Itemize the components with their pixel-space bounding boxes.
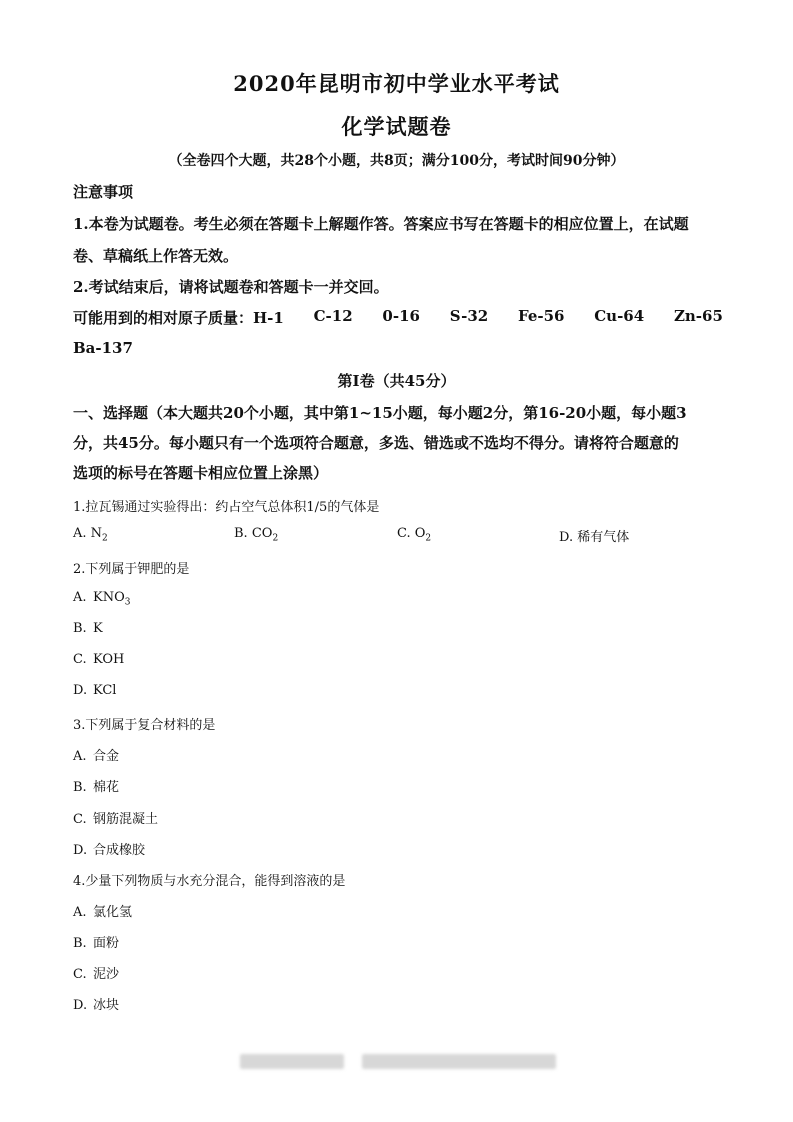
question-2-option-a: A. $KNO_3$: [73, 590, 131, 608]
atomic-mass-o: 0-16: [382, 307, 420, 325]
question-1-stem: 1.拉瓦锡通过实验得出：约占空气总体积1/5的气体是: [73, 500, 380, 515]
section-intro-line-2: 分，共45分。每小题只有一个选项符合题意，多选、错选或不选均不得分。请将符合题意的: [73, 434, 679, 452]
atomic-mass-cu: Cu-64: [594, 307, 645, 325]
question-1-option-a: A. $N_2$: [73, 526, 108, 544]
blurred-watermark: [240, 1054, 556, 1069]
atomic-mass-row: [73, 307, 723, 328]
question-3-option-b: B. 棉花: [73, 780, 120, 795]
question-1-option-b: B. $CO_2$: [234, 526, 279, 544]
question-4-option-d: D. 冰块: [73, 998, 120, 1013]
question-4-option-a: A. 氯化氢: [73, 905, 133, 920]
exam-info-note: （全卷四个大题，共28个小题，共8页；满分100分，考试时间90分钟）: [168, 153, 625, 169]
question-2-stem: 2.下列属于钾肥的是: [73, 562, 190, 577]
question-3-option-d: D. 合成橡胶: [73, 843, 146, 858]
atomic-mass-ba: Ba-137: [73, 339, 133, 357]
question-2-option-d: D. KCl: [73, 683, 117, 698]
question-4-option-c: C. 泥沙: [73, 967, 120, 982]
exam-title: 2020年昆明市初中学业水平考试: [233, 71, 560, 96]
section-intro-line-3: 选项的标号在答题卡相应位置上涂黑）: [73, 464, 329, 482]
question-1-option-c: C. $O_2$: [397, 526, 432, 544]
notice-heading: 注意事项: [73, 183, 134, 201]
section-intro-line-1: 一、选择题（本大题共20个小题，其中第1~15小题，每小题2分，第16-20小题，每小题3: [73, 404, 687, 422]
atomic-mass-zn: Zn-65: [673, 307, 723, 325]
notice-item-2: 2.考试结束后，请将试题卷和答题卡一并交回。: [73, 278, 389, 296]
question-4-stem: 4.少量下列物质与水充分混合，能得到溶液的是: [73, 874, 346, 889]
notice-item-1-line-1: 1.本卷为试题卷。考生必须在答题卡上解题作答。答案应书写在答题卡的相应位置上，在试题: [73, 215, 689, 233]
question-4-option-b: B. 面粉: [73, 936, 120, 951]
atomic-mass-label: 可能用到的相对原子质量：H-1: [73, 309, 284, 327]
question-1-option-d: D. 稀有气体: [559, 530, 630, 545]
question-2-option-b: B. K: [73, 621, 103, 636]
atomic-mass-fe: Fe-56: [517, 307, 565, 325]
atomic-mass-c: C-12: [313, 307, 353, 325]
section-heading: 第Ⅰ卷（共45分）: [337, 372, 456, 390]
question-2-option-c: C. KOH: [73, 652, 125, 667]
question-3-stem: 3.下列属于复合材料的是: [73, 718, 216, 733]
question-3-option-c: C. 钢筋混凝土: [73, 812, 159, 827]
atomic-mass-s: S-32: [449, 307, 489, 325]
notice-item-1-line-2: 卷、草稿纸上作答无效。: [73, 247, 239, 265]
question-3-option-a: A. 合金: [73, 749, 120, 764]
paper-subject-title: 化学试题卷: [341, 114, 452, 139]
